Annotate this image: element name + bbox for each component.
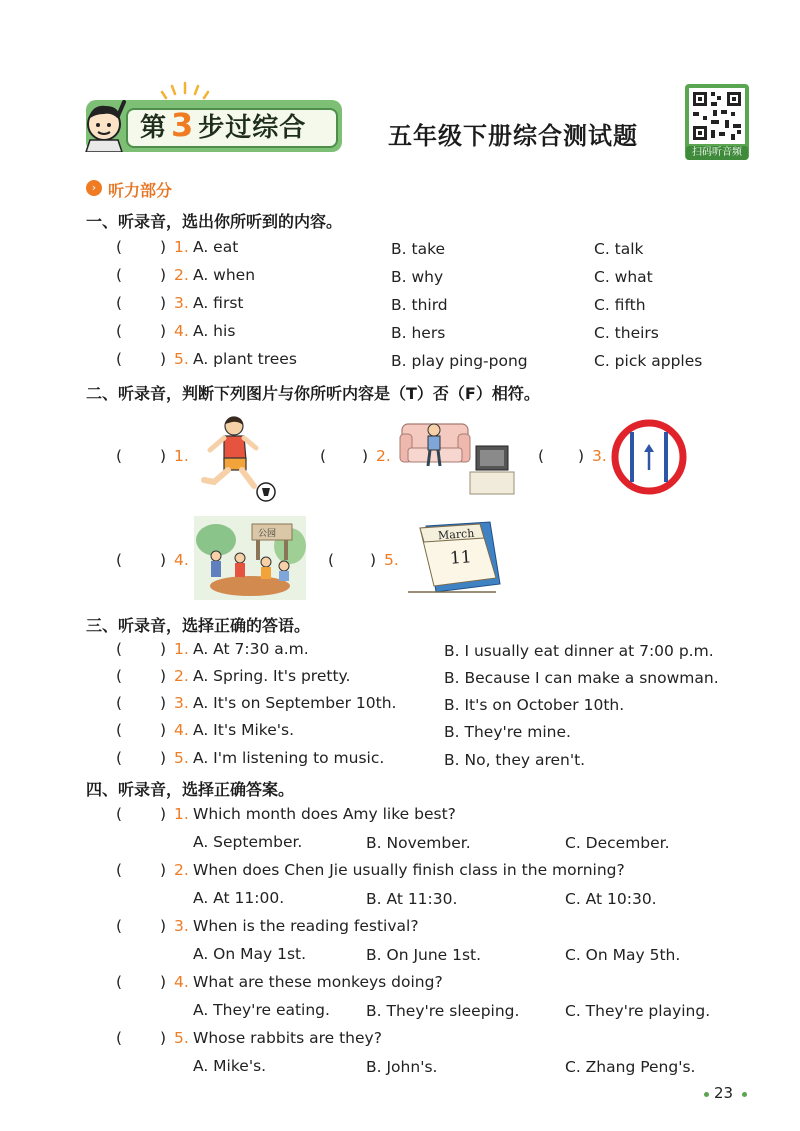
answer-blank-open[interactable]: ( [538,447,545,465]
question-number: 4. [174,973,189,991]
option-a: A. I'm listening to music. [193,749,385,767]
answer-blank-close: ) [160,749,167,767]
option-c: C. At 10:30. [565,890,657,908]
answer-blank-open[interactable]: ( [116,805,123,823]
question-number: 4. [174,551,189,569]
option-a: A. September. [193,833,303,851]
answer-blank-open[interactable]: ( [116,973,123,991]
option-a: A. first [193,294,244,312]
answer-blank-close: ) [370,551,377,569]
answer-blank-open[interactable]: ( [116,721,123,739]
qr-label: 扫码听音频 [686,146,748,160]
chevron-right-icon: › [86,180,102,196]
option-b: B. I usually eat dinner at 7:00 p.m. [444,642,714,660]
section2-heading: 二、听录音，判断下列图片与你所听内容是（T）否（F）相符。 [86,384,540,403]
answer-blank-open[interactable]: ( [116,861,123,879]
answer-blank-open[interactable]: ( [116,238,123,256]
option-a: A. At 7:30 a.m. [193,640,309,658]
section1-heading: 一、听录音，选出你所听到的内容。 [86,212,343,231]
answer-blank-open[interactable]: ( [116,447,123,465]
question-number: 3. [174,294,189,312]
option-a: A. Spring. It's pretty. [193,667,351,685]
option-a: A. On May 1st. [193,945,307,963]
option-a: A. They're eating. [193,1001,330,1019]
question-number: 2. [174,667,189,685]
answer-blank-open[interactable]: ( [116,551,123,569]
answer-blank-open[interactable]: ( [116,322,123,340]
question-text: Which month does Amy like best? [193,805,456,823]
girl-watching-tv-picture [398,414,518,498]
section4-heading: 四、听录音，选择正确答案。 [86,780,295,799]
option-b: B. On June 1st. [366,946,482,964]
answer-blank-open[interactable]: ( [116,294,123,312]
option-a: A. At 11:00. [193,889,285,907]
section3-heading: 三、听录音，选择正确的答语。 [86,616,311,635]
answer-blank-close: ) [160,551,167,569]
page-title: 五年级下册综合测试题 [388,122,638,150]
question-number: 5. [174,749,189,767]
question-text: When does Chen Jie usually finish class in the morning? [193,861,625,879]
option-c: C. fifth [594,296,646,314]
option-b: B. No, they aren't. [444,751,586,769]
answer-blank-open[interactable]: ( [328,551,335,569]
answer-blank-close: ) [160,721,167,739]
question-text: Whose rabbits are they? [193,1029,382,1047]
banner-suffix: 步过综合 [198,113,307,143]
answer-blank-close: ) [160,667,167,685]
option-a: A. when [193,266,256,284]
option-c: C. They're playing. [565,1002,711,1020]
answer-blank-close: ) [160,447,167,465]
answer-blank-close: ) [160,322,167,340]
answer-blank-close: ) [160,238,167,256]
question-number: 2. [174,266,189,284]
no-entry-sign-picture [610,418,688,496]
question-number: 3. [592,447,607,465]
question-number: 2. [376,447,391,465]
answer-blank-close: ) [160,640,167,658]
option-a: A. plant trees [193,350,297,368]
question-number: 4. [174,721,189,739]
answer-blank-open[interactable]: ( [116,749,123,767]
question-number: 5. [174,350,189,368]
question-number: 1. [174,238,189,256]
option-b: B. At 11:30. [366,890,458,908]
option-c: C. theirs [594,324,659,342]
answer-blank-close: ) [160,861,167,879]
option-c: C. December. [565,834,670,852]
question-number: 4. [174,322,189,340]
option-b: B. third [391,296,448,314]
option-c: C. On May 5th. [565,946,681,964]
question-number: 5. [174,1029,189,1047]
answer-blank-close: ) [362,447,369,465]
question-number: 1. [174,805,189,823]
sun-rays-decoration [158,80,212,100]
question-number: 2. [174,861,189,879]
answer-blank-close: ) [160,1029,167,1047]
page-dot-left [704,1092,709,1097]
answer-blank-close: ) [160,917,167,935]
option-b: B. Because I can make a snowman. [444,669,719,687]
option-a: A. It's Mike's. [193,721,294,739]
page-number: 23 [714,1084,734,1102]
option-b: B. why [391,268,444,286]
listening-section-label: 听力部分 [108,181,173,200]
option-b: B. John's. [366,1058,438,1076]
option-b: B. It's on October 10th. [444,696,625,714]
park-sign-text: 公园 [258,529,277,539]
answer-blank-close: ) [160,973,167,991]
option-c: C. talk [594,240,644,258]
answer-blank-close: ) [160,350,167,368]
answer-blank-open[interactable]: ( [116,640,123,658]
banner-number: 3 [171,106,195,144]
answer-blank-close: ) [160,294,167,312]
answer-blank-open[interactable]: ( [116,1029,123,1047]
answer-blank-open[interactable]: ( [116,667,123,685]
banner-prefix: 第 [140,113,168,143]
boy-mascot-icon [78,96,134,152]
option-c: C. what [594,268,653,286]
option-a: A. eat [193,238,239,256]
option-b: B. They're sleeping. [366,1002,520,1020]
option-a: A. his [193,322,236,340]
option-b: B. take [391,240,446,258]
option-b: B. November. [366,834,471,852]
question-number: 3. [174,694,189,712]
answer-blank-close: ) [578,447,585,465]
question-text: What are these monkeys doing? [193,973,443,991]
question-number: 3. [174,917,189,935]
answer-blank-open[interactable]: ( [320,447,327,465]
question-number: 5. [384,551,399,569]
option-b: B. play ping-pong [391,352,528,370]
answer-blank-open[interactable]: ( [116,350,123,368]
question-number: 1. [174,640,189,658]
option-a: A. It's on September 10th. [193,694,397,712]
answer-blank-close: ) [160,694,167,712]
answer-blank-open[interactable]: ( [116,266,123,284]
calendar-day: 11 [449,547,473,569]
answer-blank-open[interactable]: ( [116,917,123,935]
calendar-month: March [437,526,475,543]
page-dot-right [742,1092,747,1097]
question-text: When is the reading festival? [193,917,419,935]
option-b: B. They're mine. [444,723,571,741]
calendar-picture [404,518,502,598]
answer-blank-open[interactable]: ( [116,694,123,712]
answer-blank-close: ) [160,805,167,823]
planting-trees-picture [194,516,306,600]
option-c: C. Zhang Peng's. [565,1058,696,1076]
option-c: C. pick apples [594,352,703,370]
option-a: A. Mike's. [193,1057,267,1075]
question-number: 1. [174,447,189,465]
boy-playing-football-picture [196,412,280,504]
option-b: B. hers [391,324,446,342]
answer-blank-close: ) [160,266,167,284]
